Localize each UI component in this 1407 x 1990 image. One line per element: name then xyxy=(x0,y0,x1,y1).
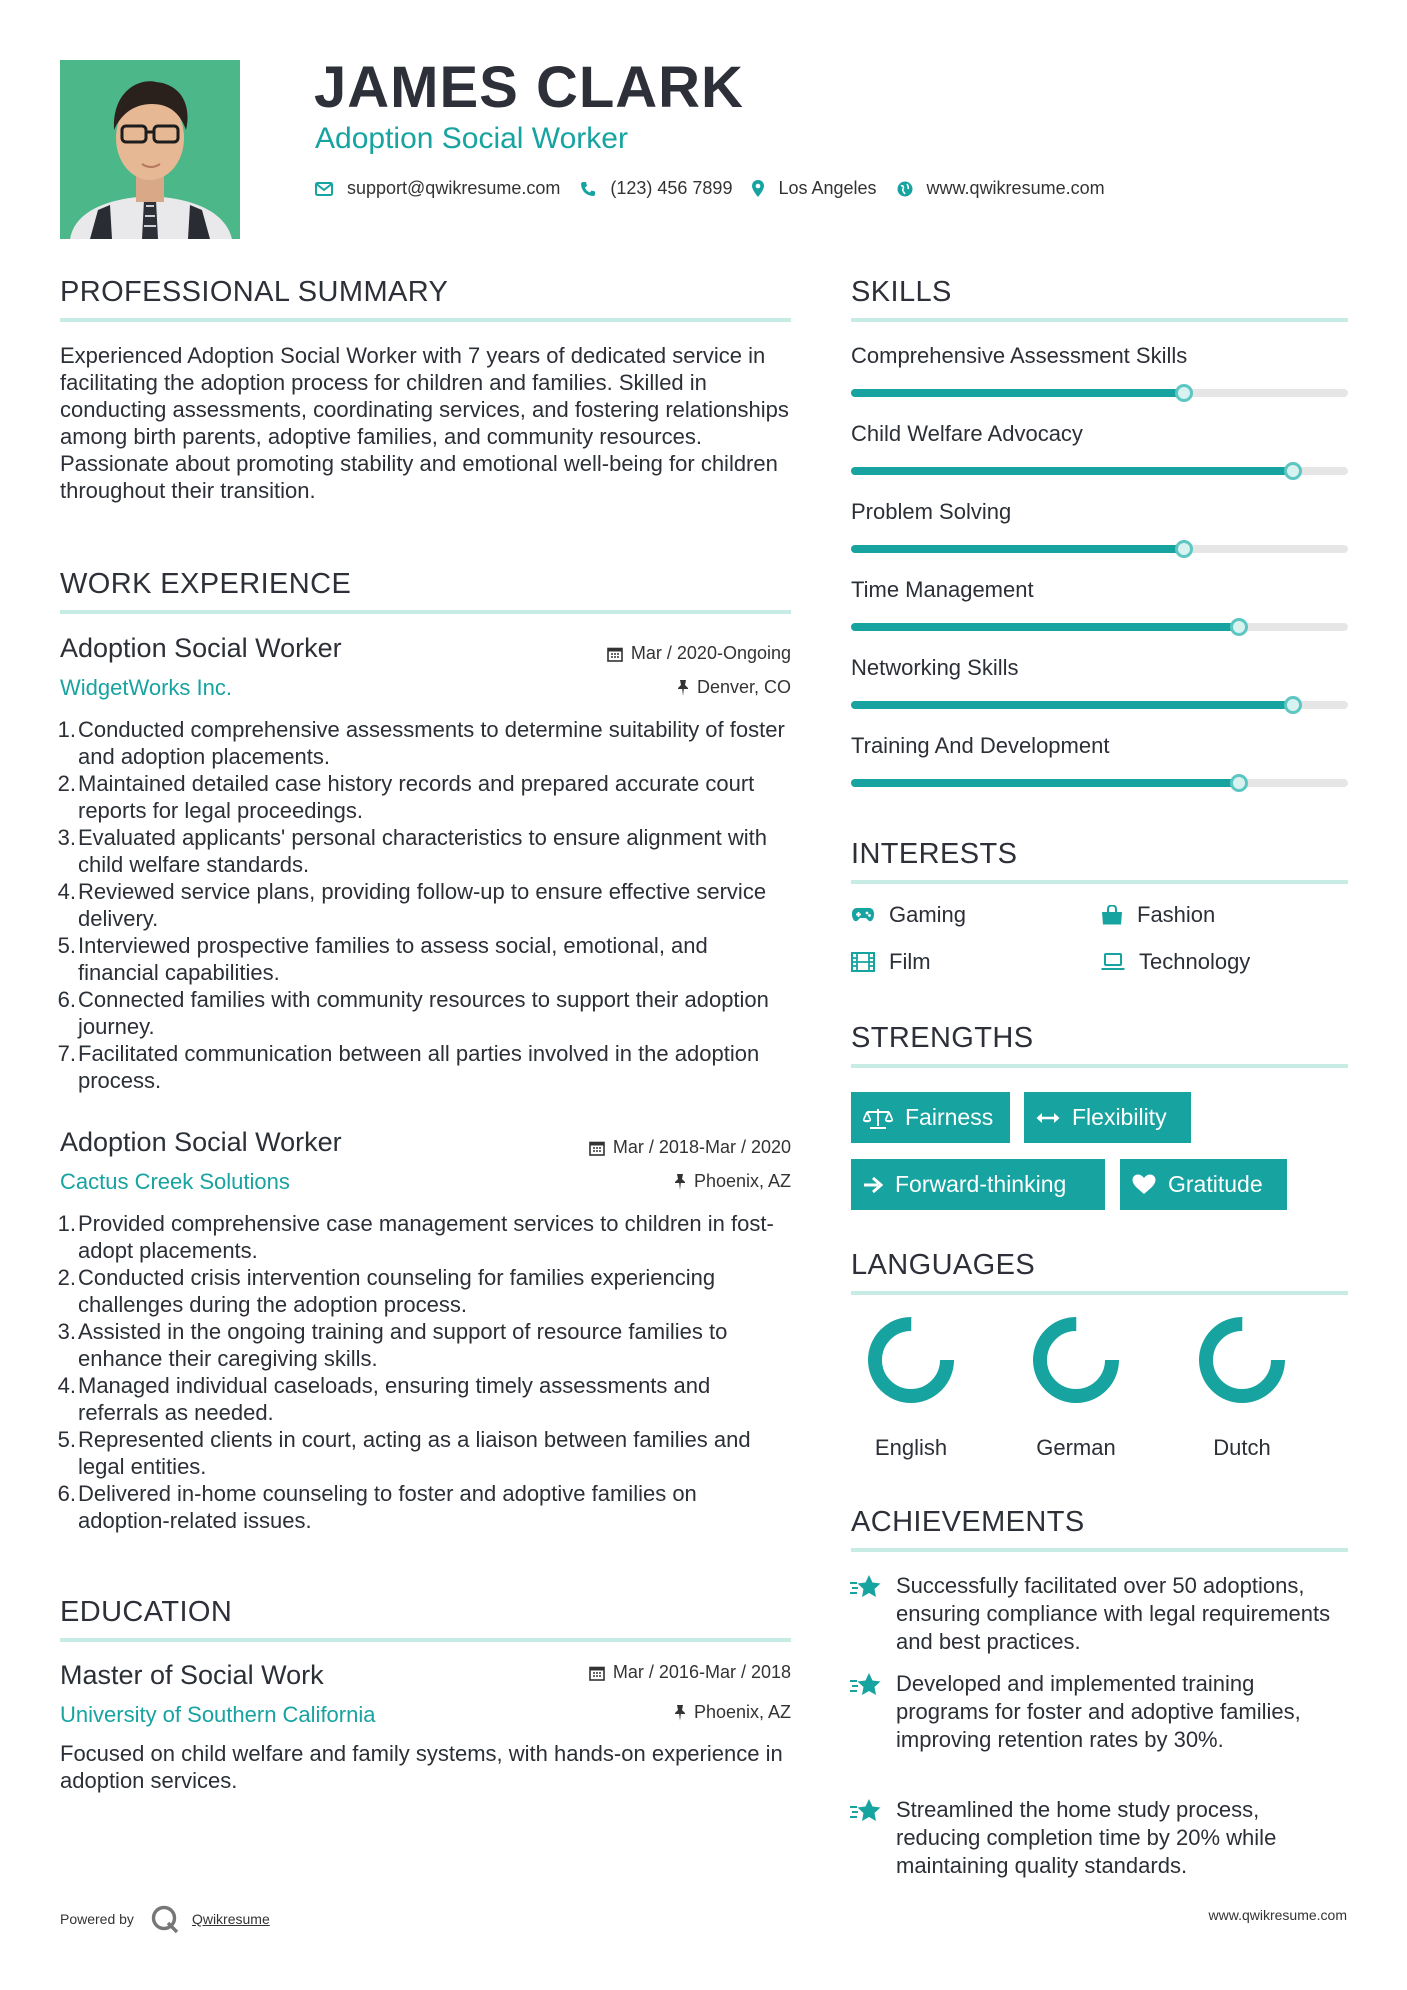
list-item: 6. Connected families with community resources to support their adoption journey. xyxy=(57,987,769,1039)
strengths-heading: STRENGTHS xyxy=(851,1022,1034,1054)
website-text: www.qwikresume.com xyxy=(926,178,1105,198)
language-ring-arc xyxy=(875,1324,947,1396)
languages-heading: LANGUAGES xyxy=(851,1249,1036,1281)
language-ring xyxy=(1206,1324,1278,1396)
arrows-horizontal-icon xyxy=(1036,1111,1060,1125)
strengths-rule xyxy=(851,1064,1348,1068)
school-name: University of Southern California xyxy=(60,1702,376,1727)
job-company: Cactus Creek Solutions xyxy=(60,1169,290,1194)
phone-icon xyxy=(580,181,596,197)
list-item: 1. Conducted comprehensive assessments to determine suitability of foster and adoption placements. xyxy=(57,717,785,769)
map-pin-icon xyxy=(752,180,764,197)
interest-label: Film xyxy=(889,949,931,974)
strength-label: Gratitude xyxy=(1168,1171,1263,1197)
star-achievement-icon xyxy=(849,1574,883,1600)
interest-technology xyxy=(1101,949,1250,975)
experience-rule xyxy=(60,610,791,614)
interests-rule xyxy=(851,880,1348,884)
skill-bar-knob xyxy=(1175,540,1193,558)
interests-heading: INTERESTS xyxy=(851,838,1018,870)
skill-bar xyxy=(851,779,1348,787)
gamepad-icon xyxy=(851,907,875,923)
strength-tag-forward-thinking xyxy=(851,1159,1105,1210)
strength-tag-gratitude xyxy=(1120,1159,1287,1210)
candidate-name: JAMES CLARK xyxy=(314,55,744,120)
skill-bar-knob xyxy=(1284,696,1302,714)
pushpin-icon xyxy=(674,1705,686,1721)
contact-bar xyxy=(315,178,1125,199)
balance-scale-icon xyxy=(863,1107,893,1129)
laptop-icon xyxy=(1101,953,1125,971)
language-ring xyxy=(875,1324,947,1396)
list-item: 2. Conducted crisis intervention counseling for families experiencing challenges during the adoption process. xyxy=(57,1265,716,1317)
strength-label: Forward-thinking xyxy=(895,1171,1067,1197)
achievements-heading: ACHIEVEMENTS xyxy=(851,1506,1085,1538)
calendar-icon xyxy=(589,1140,605,1156)
summary-heading: PROFESSIONAL SUMMARY xyxy=(60,276,449,308)
skill-label: Comprehensive Assessment Skills xyxy=(851,343,1188,368)
list-item: 3. Assisted in the ongoing training and support of resource families to enhance their caregiving skills. xyxy=(57,1319,728,1371)
education-location xyxy=(674,1702,791,1723)
achievement-item: Streamlined the home study process, reducing completion time by 20% while maintaining quality standards. xyxy=(896,1797,1277,1878)
strength-tag-fairness xyxy=(851,1092,1010,1143)
summary-text: Experienced Adoption Social Worker with 7 years of dedicated service in facilitating the adoption process for children and families. Skilled in conducting assessments, coordinating services, and fostering relationships among birth parents, adoptive families, and community resources. Passionate about promoting stability and emotional well-being for children throughout their transition. xyxy=(60,343,789,503)
contact-website[interactable] xyxy=(897,178,1105,199)
job-dates-text: Mar / 2018-Mar / 2020 xyxy=(612,1137,791,1157)
strength-label: Flexibility xyxy=(1072,1104,1167,1130)
job-location-text: Denver, CO xyxy=(696,677,791,697)
qwikresume-logo-icon xyxy=(150,1904,180,1934)
education-description: Focused on child welfare and family systems, with hands-on experience in adoption services. xyxy=(60,1741,783,1793)
job-dates-text: Mar / 2020-Ongoing xyxy=(630,643,791,663)
calendar-icon xyxy=(607,646,623,662)
job-duties-list xyxy=(57,1210,790,1534)
skill-bar xyxy=(851,701,1348,709)
achievements-rule xyxy=(851,1548,1348,1552)
skill-label: Networking Skills xyxy=(851,655,1019,680)
interest-label: Gaming xyxy=(889,902,967,927)
skill-label: Time Management xyxy=(851,577,1034,602)
skill-bar xyxy=(851,389,1348,397)
list-item: 4. Reviewed service plans, providing follow-up to ensure effective service delivery. xyxy=(57,879,767,931)
heart-icon xyxy=(1132,1174,1156,1195)
footer-url[interactable]: www.qwikresume.com xyxy=(1208,1907,1347,1923)
job-location xyxy=(677,677,791,698)
contact-phone[interactable] xyxy=(580,178,732,199)
skill-bar-fill xyxy=(851,701,1293,709)
shopping-bag-icon xyxy=(1101,905,1123,925)
list-item: 2. Maintained detailed case history records and prepared accurate court reports for legal proceedings. xyxy=(57,771,755,823)
skill-bar-fill xyxy=(851,545,1184,553)
star-achievement-icon xyxy=(849,1798,883,1824)
contact-location xyxy=(752,178,876,199)
language-label: German xyxy=(1036,1435,1116,1460)
languages-rule xyxy=(851,1291,1348,1295)
list-item: 5. Interviewed prospective families to assess social, emotional, and financial capabilities. xyxy=(57,933,708,985)
skill-bar-knob xyxy=(1175,384,1193,402)
interest-gaming xyxy=(851,902,966,928)
location-text: Los Angeles xyxy=(778,178,877,198)
job-dates xyxy=(589,1137,791,1158)
interest-fashion xyxy=(1101,902,1215,928)
globe-icon xyxy=(897,181,913,197)
interest-film xyxy=(851,949,931,975)
phone-text: (123) 456 7899 xyxy=(610,178,733,198)
job-title: Adoption Social Worker xyxy=(60,1127,342,1157)
degree-title: Master of Social Work xyxy=(60,1660,324,1690)
job-location-text: Phoenix, AZ xyxy=(693,1171,791,1191)
education-location-text: Phoenix, AZ xyxy=(693,1702,791,1722)
list-item: 7. Facilitated communication between all parties involved in the adoption process. xyxy=(57,1041,760,1093)
calendar-icon xyxy=(589,1665,605,1681)
skill-bar xyxy=(851,623,1348,631)
list-item: 3. Evaluated applicants' personal characteristics to ensure alignment with child welfare standards. xyxy=(57,825,768,877)
education-dates xyxy=(589,1662,791,1683)
skill-bar-fill xyxy=(851,467,1293,475)
education-rule xyxy=(60,1638,791,1642)
skill-bar-fill xyxy=(851,623,1239,631)
language-ring xyxy=(1040,1324,1112,1396)
skill-bar-knob xyxy=(1284,462,1302,480)
summary-rule xyxy=(60,318,791,322)
interest-label: Fashion xyxy=(1137,902,1216,927)
job-dates xyxy=(607,643,791,664)
star-achievement-icon xyxy=(849,1672,883,1698)
skill-bar xyxy=(851,467,1348,475)
envelope-icon xyxy=(315,182,333,196)
list-item: 1. Provided comprehensive case management services to children in fost-adopt placements. xyxy=(57,1211,774,1263)
skill-bar xyxy=(851,545,1348,553)
skill-bar-fill xyxy=(851,779,1239,787)
job-company: WidgetWorks Inc. xyxy=(60,675,232,700)
language-rings xyxy=(851,1310,1348,1420)
candidate-title: Adoption Social Worker xyxy=(315,122,628,155)
job-location xyxy=(674,1171,791,1192)
education-dates-text: Mar / 2016-Mar / 2018 xyxy=(612,1662,791,1682)
arrow-right-icon xyxy=(863,1176,883,1194)
skill-label: Problem Solving xyxy=(851,499,1012,524)
strength-tag-flexibility xyxy=(1024,1092,1191,1143)
powered-by-label: Powered by xyxy=(60,1911,134,1927)
skill-label: Child Welfare Advocacy xyxy=(851,421,1083,446)
interest-label: Technology xyxy=(1139,949,1251,974)
job-duties-list xyxy=(57,716,790,1094)
skill-bar-knob xyxy=(1230,774,1248,792)
skills-heading: SKILLS xyxy=(851,276,952,308)
skill-bar-fill xyxy=(851,389,1184,397)
qwikresume-link[interactable]: Qwikresume xyxy=(191,1911,270,1927)
pushpin-icon xyxy=(674,1174,686,1190)
email-text: support@qwikresume.com xyxy=(347,178,561,198)
achievement-item: Successfully facilitated over 50 adoptions, ensuring compliance with legal requirements and best practices. xyxy=(896,1573,1331,1654)
experience-heading: WORK EXPERIENCE xyxy=(60,568,352,600)
language-label: Dutch xyxy=(1213,1435,1271,1460)
profile-photo xyxy=(60,60,240,239)
skills-rule xyxy=(851,318,1348,322)
skill-label: Training And Development xyxy=(851,733,1110,758)
achievement-item: Developed and implemented training programs for foster and adoptive families, improving retention rates by 30%. xyxy=(896,1671,1301,1752)
language-ring-arc xyxy=(1206,1324,1278,1396)
list-item: 6. Delivered in-home counseling to foster and adoptive families on adoption-related issues. xyxy=(57,1481,697,1533)
education-heading: EDUCATION xyxy=(60,1596,233,1628)
list-item: 4. Managed individual caseloads, ensuring timely assessments and referrals as needed. xyxy=(57,1373,711,1425)
job-title: Adoption Social Worker xyxy=(60,633,342,663)
film-icon xyxy=(851,952,875,972)
language-label: English xyxy=(874,1435,948,1460)
language-ring-arc xyxy=(1040,1324,1112,1396)
strength-label: Fairness xyxy=(905,1104,994,1130)
contact-email[interactable] xyxy=(315,178,560,199)
skill-bar-knob xyxy=(1230,618,1248,636)
list-item: 5. Represented clients in court, acting as a liaison between families and legal entities. xyxy=(57,1427,751,1479)
pushpin-icon xyxy=(677,680,689,696)
powered-by xyxy=(60,1904,270,1934)
